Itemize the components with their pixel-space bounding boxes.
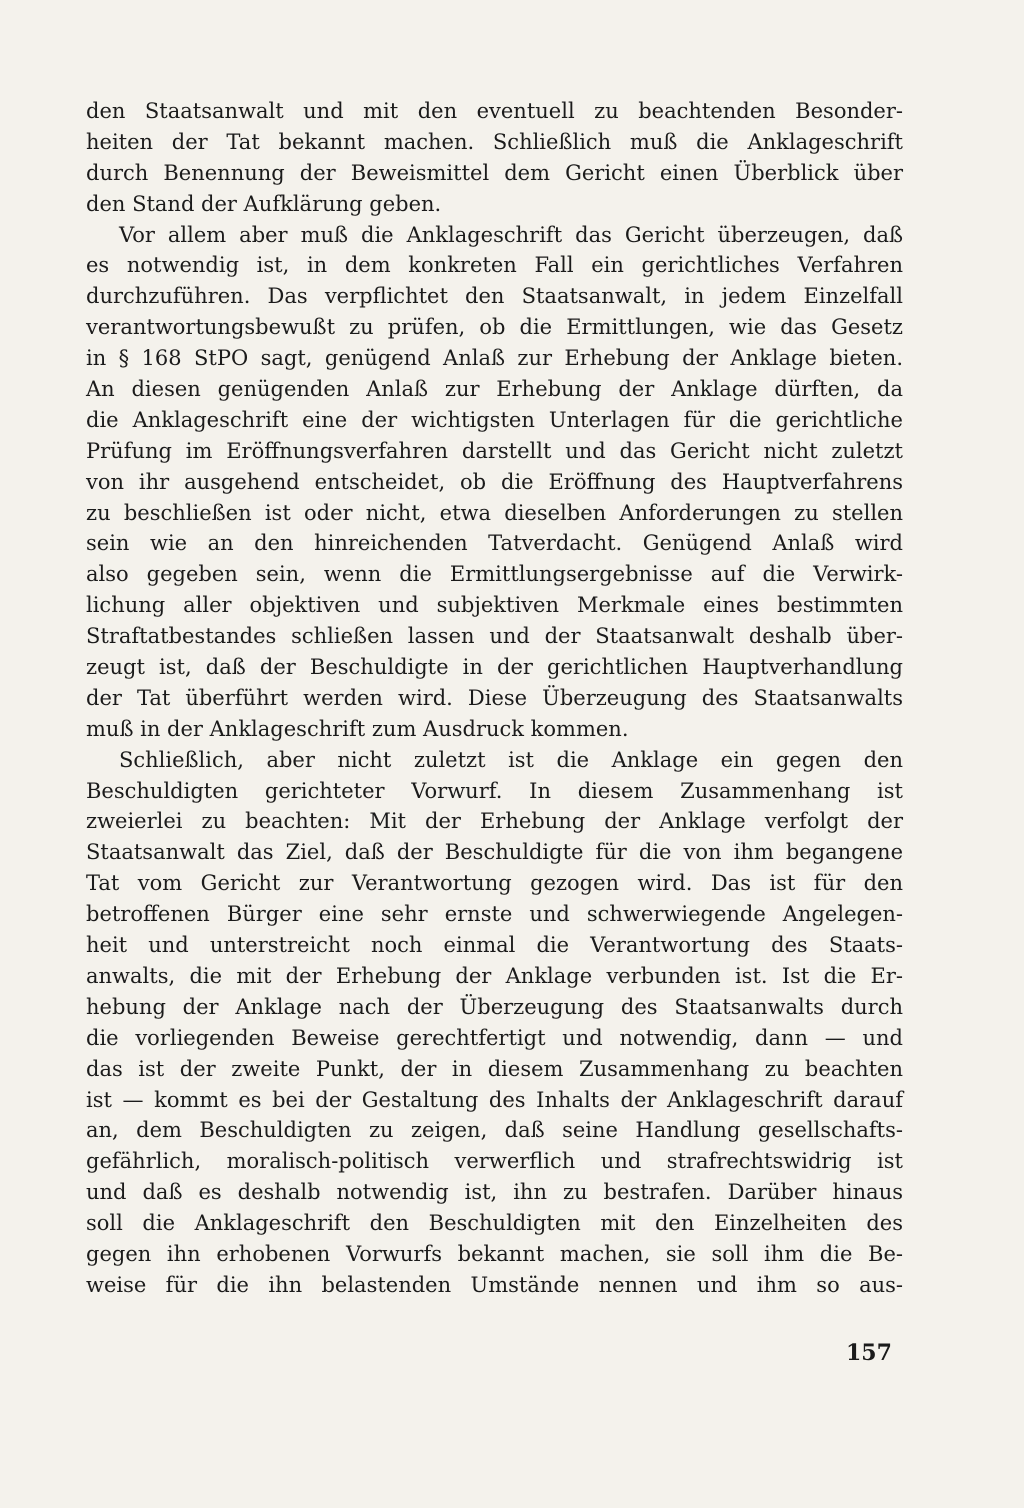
text-line: die vorliegenden Beweise gerechtfertigt und notwendig, dann — und	[86, 1025, 903, 1050]
text-line: Straftatbestandes schließen lassen und der Staatsanwalt deshalb über-	[86, 624, 903, 649]
paragraph-first-line: Schließlich, aber nicht zuletzt ist die Anklage ein gegen den	[119, 747, 903, 772]
text-line: zu beschließen ist oder nicht, etwa dieselben Anforderungen zu stellen	[86, 500, 903, 525]
text-line: heit und unterstreicht noch einmal die Verantwortung des Staats-	[86, 933, 903, 958]
text-line: Staatsanwalt das Ziel, daß der Beschuldigte für die von ihm begangene	[86, 840, 903, 865]
page-number: 157	[846, 1340, 892, 1366]
text-line: es notwendig ist, in dem konkreten Fall ein gerichtliches Verfahren	[86, 253, 903, 278]
text-line: lichung aller objektiven und subjektiven Merkmale eines bestimmten	[86, 593, 903, 618]
text-line: durch Benennung der Beweismittel dem Gericht einen Überblick über	[86, 160, 903, 185]
text-line: heiten der Tat bekannt machen. Schließlich muß die Anklageschrift	[86, 129, 903, 154]
text-line: der Tat überführt werden wird. Diese Überzeugung des Staatsanwalts	[86, 685, 903, 710]
text-line: zweierlei zu beachten: Mit der Erhebung der Anklage verfolgt der	[86, 809, 903, 834]
text-line: in § 168 StPO sagt, genügend Anlaß zur Erhebung der Anklage bieten.	[86, 346, 903, 371]
text-line: anwalts, die mit der Erhebung der Anklage verbunden ist. Ist die Er-	[86, 963, 903, 988]
text-line: An diesen genügenden Anlaß zur Erhebung der Anklage dürften, da	[86, 377, 903, 402]
text-line: Prüfung im Eröffnungsverfahren darstellt und das Gericht nicht zuletzt	[86, 438, 903, 463]
text-line: weise für die ihn belastenden Umstände nennen und ihm so aus-	[86, 1272, 903, 1297]
text-line: das ist der zweite Punkt, der in diesem Zusammenhang zu beachten	[86, 1056, 903, 1081]
text-line: den Stand der Aufklärung geben.	[86, 191, 442, 216]
text-line: Tat vom Gericht zur Verantwortung gezogen wird. Das ist für den	[86, 871, 903, 896]
text-line: und daß es deshalb notwendig ist, ihn zu bestrafen. Darüber hinaus	[86, 1180, 903, 1205]
text-line: ist — kommt es bei der Gestaltung des Inhalts der Anklageschrift darauf	[86, 1087, 903, 1112]
text-line: gefährlich, moralisch-politisch verwerflich und strafrechtswidrig ist	[86, 1149, 903, 1174]
text-line: muß in der Anklageschrift zum Ausdruck kommen.	[86, 716, 629, 741]
text-line: verantwortungsbewußt zu prüfen, ob die Ermittlungen, wie das Gesetz	[86, 315, 903, 340]
paragraph-first-line: Vor allem aber muß die Anklageschrift das Gericht überzeugen, daß	[119, 222, 903, 247]
text-line: durchzuführen. Das verpflichtet den Staatsanwalt, in jedem Einzelfall	[86, 284, 903, 309]
text-line: gegen ihn erhobenen Vorwurfs bekannt machen, sie soll ihm die Be-	[86, 1241, 903, 1266]
text-line: hebung der Anklage nach der Überzeugung des Staatsanwalts durch	[86, 994, 903, 1019]
text-line: Beschuldigten gerichteter Vorwurf. In diesem Zusammenhang ist	[86, 778, 903, 803]
text-line: betroffenen Bürger eine sehr ernste und schwerwiegende Angelegen-	[86, 902, 903, 927]
text-line: soll die Anklageschrift den Beschuldigten mit den Einzelheiten des	[86, 1211, 903, 1236]
text-line: also gegeben sein, wenn die Ermittlungsergebnisse auf die Verwirk-	[86, 562, 903, 587]
text-line: zeugt ist, daß der Beschuldigte in der gerichtlichen Hauptverhandlung	[86, 655, 903, 680]
text-line: an, dem Beschuldigten zu zeigen, daß seine Handlung gesellschafts-	[86, 1118, 903, 1143]
text-line: von ihr ausgehend entscheidet, ob die Eröffnung des Hauptverfahrens	[86, 469, 903, 494]
body-text	[86, 96, 903, 1301]
text-line: die Anklageschrift eine der wichtigsten Unterlagen für die gerichtliche	[86, 407, 903, 432]
text-line: den Staatsanwalt und mit den eventuell zu beachtenden Besonder-	[86, 99, 903, 123]
text-line: sein wie an den hinreichenden Tatverdacht. Genügend Anlaß wird	[86, 531, 903, 556]
